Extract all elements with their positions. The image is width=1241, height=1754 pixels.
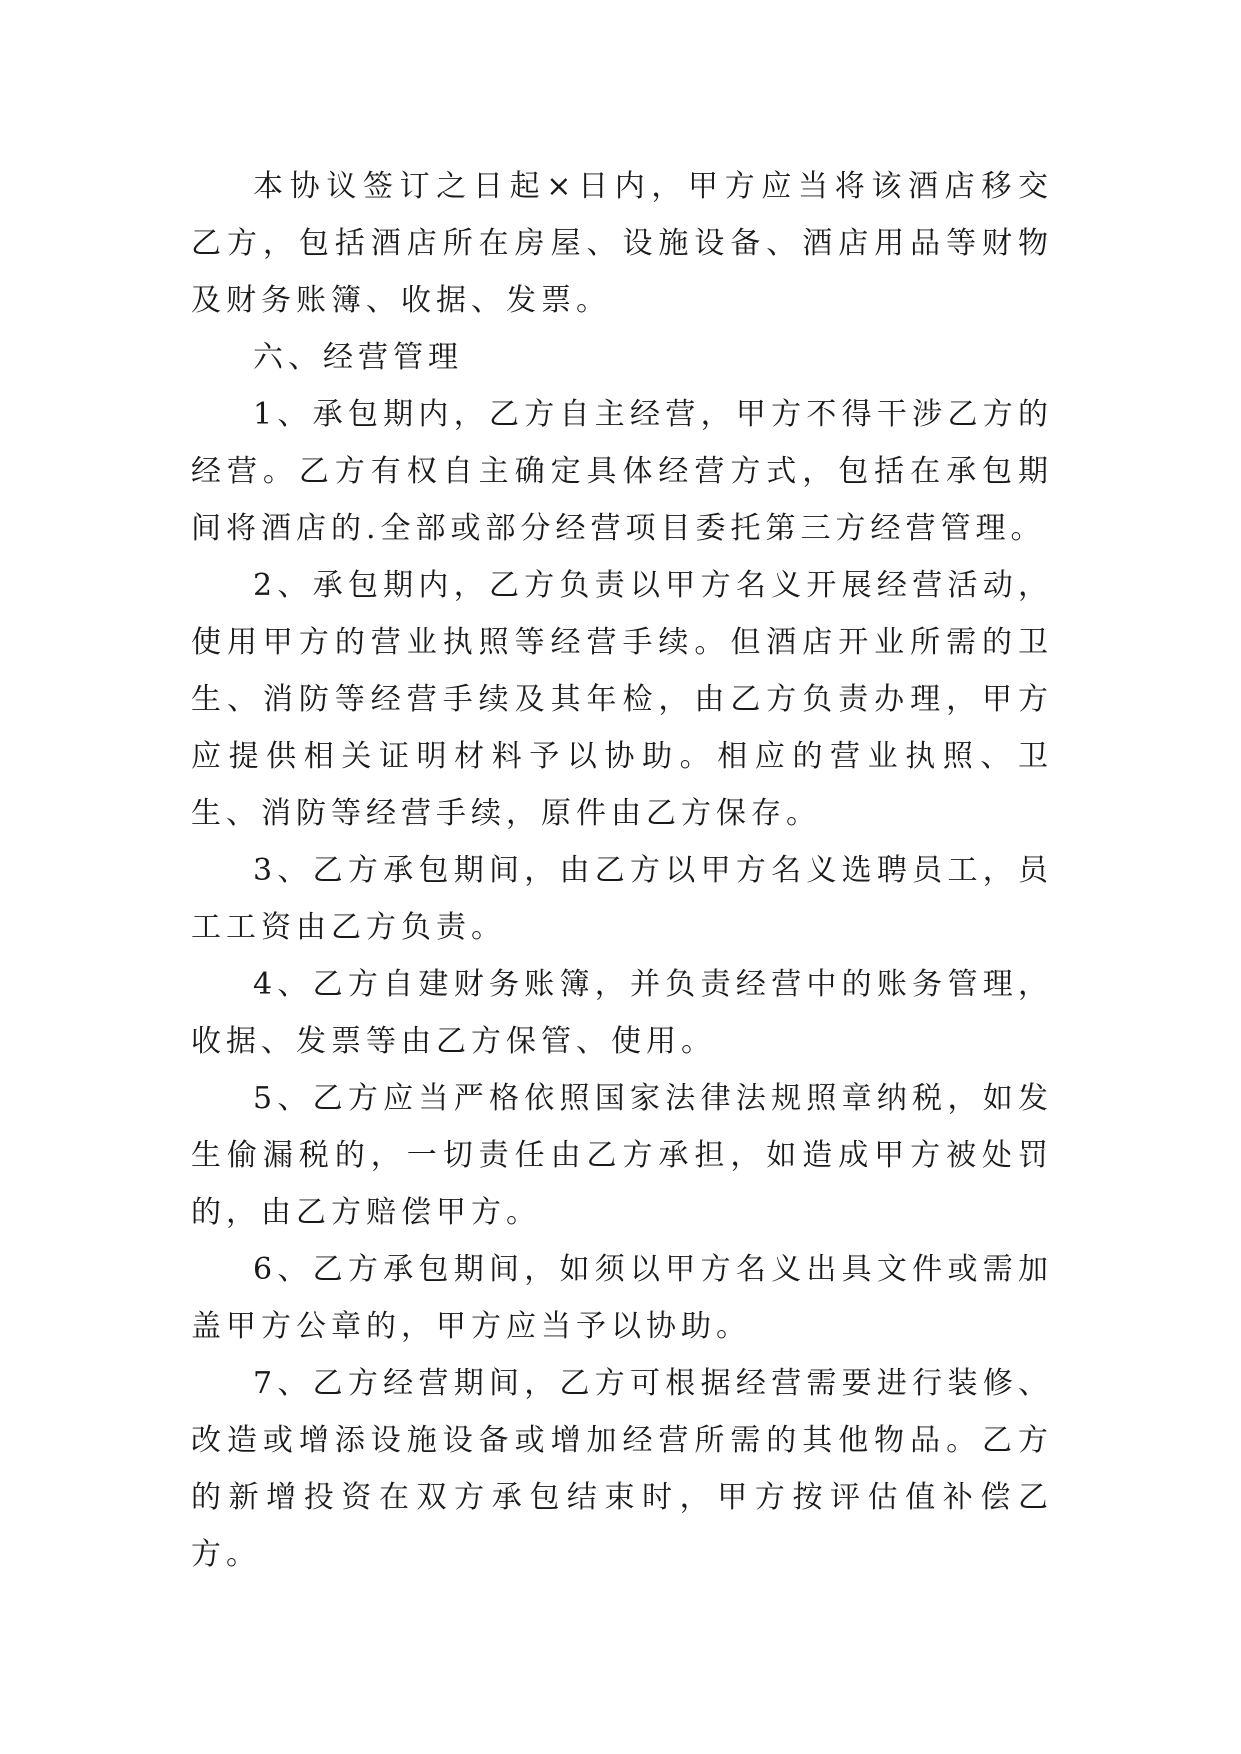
- document-body: [191, 158, 1053, 1583]
- clause-1: 1、承包期内，乙方自主经营，甲方不得干涉乙方的经营。乙方有权自主确定具体经营方式，包括在承包期间将酒店的.全部或部分经营项目委托第三方经营管理。: [191, 397, 1053, 546]
- clause-7: 7、乙方经营期间，乙方可根据经营需要进行装修、改造或增添设施设备或增加经营所需的其他物品。乙方的新增投资在双方承包结束时，甲方按评估值补偿乙方。: [191, 1366, 1053, 1572]
- clause-4: 4、乙方自建财务账簿，并负责经营中的账务管理，收据、发票等由乙方保管、使用。: [191, 967, 1053, 1059]
- clause-2: 2、承包期内，乙方负责以甲方名义开展经营活动，使用甲方的营业执照等经营手续。但酒店开业所需的卫生、消防等经营手续及其年检，由乙方负责办理，甲方应提供相关证明材料予以协助。相应的营业执照、卫生、消防等经营手续，原件由乙方保存。: [191, 568, 1053, 831]
- section-heading-management: 六、经营管理: [253, 340, 463, 375]
- clause-5: 5、乙方应当严格依照国家法律法规照章纳税，如发生偷漏税的，一切责任由乙方承担，如造成甲方被处罚的，由乙方赔偿甲方。: [191, 1081, 1053, 1230]
- clause-3: 3、乙方承包期间，由乙方以甲方名义选聘员工，员工工资由乙方负责。: [191, 853, 1053, 945]
- clause-6: 6、乙方承包期间，如须以甲方名义出具文件或需加盖甲方公章的，甲方应当予以协助。: [191, 1252, 1053, 1344]
- paragraph-handover: 本协议签订之日起×日内，甲方应当将该酒店移交乙方，包括酒店所在房屋、设施设备、酒店用品等财物及财务账簿、收据、发票。: [191, 169, 1053, 318]
